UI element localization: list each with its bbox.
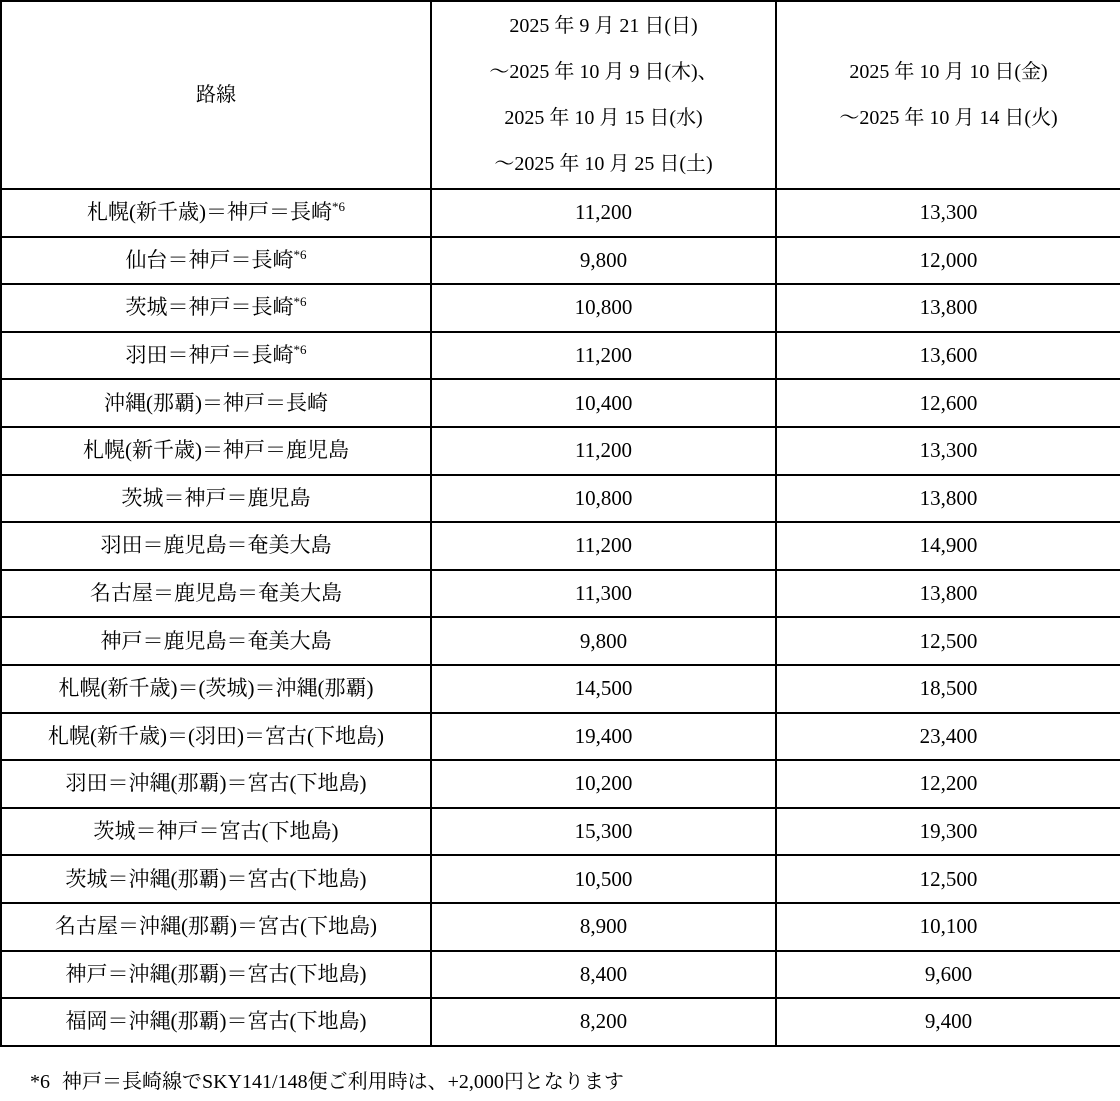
route-cell bbox=[1, 760, 431, 808]
period2-column-header bbox=[776, 1, 1120, 189]
route-name: 茨城＝沖縄(那覇)＝宮古(下地島) bbox=[65, 866, 367, 891]
fare-cell-period2: 13,800 bbox=[776, 475, 1120, 523]
fare-cell-period1: 10,800 bbox=[431, 284, 776, 332]
fare-cell-period2: 13,800 bbox=[776, 284, 1120, 332]
route-name: 羽田＝鹿児島＝奄美大島 bbox=[100, 533, 332, 558]
route-name: 札幌(新千歳)＝神戸＝長崎 bbox=[87, 200, 332, 225]
route-note: *6 bbox=[332, 199, 345, 215]
period2-date-line: 2025 年 10 月 10 日(金) bbox=[849, 61, 1048, 83]
fare-cell-period2: 10,100 bbox=[776, 903, 1120, 951]
fare-cell-period2: 13,600 bbox=[776, 332, 1120, 380]
table-row bbox=[1, 379, 1120, 427]
table-row bbox=[1, 237, 1120, 285]
fare-cell-period1: 8,400 bbox=[431, 951, 776, 999]
fare-cell-period1: 8,900 bbox=[431, 903, 776, 951]
table-row bbox=[1, 665, 1120, 713]
period1-column-header bbox=[431, 1, 776, 189]
footnote-marker: *6 bbox=[30, 1070, 50, 1093]
fare-cell-period2: 12,600 bbox=[776, 379, 1120, 427]
route-cell bbox=[1, 665, 431, 713]
fare-cell-period1: 19,400 bbox=[431, 713, 776, 761]
route-cell bbox=[1, 951, 431, 999]
route-name: 名古屋＝鹿児島＝奄美大島 bbox=[90, 581, 342, 606]
fare-cell-period1: 11,200 bbox=[431, 189, 776, 237]
period1-date-line: ～2025 年 10 月 9 日(木)、 bbox=[489, 61, 718, 83]
route-cell bbox=[1, 522, 431, 570]
route-name: 茨城＝神戸＝宮古(下地島) bbox=[93, 819, 339, 844]
footnote-text: 神戸＝長崎線でSKY141/148便ご利用時は、+2,000円となります bbox=[62, 1070, 624, 1093]
route-name: 羽田＝神戸＝長崎 bbox=[125, 343, 294, 368]
fare-cell-period1: 9,800 bbox=[431, 617, 776, 665]
fare-cell-period1: 10,200 bbox=[431, 760, 776, 808]
route-cell bbox=[1, 427, 431, 475]
table-row bbox=[1, 760, 1120, 808]
period1-date-line: ～2025 年 10 月 25 日(土) bbox=[494, 153, 713, 175]
table-row bbox=[1, 284, 1120, 332]
fare-cell-period2: 13,800 bbox=[776, 570, 1120, 618]
route-column-label: 路線 bbox=[196, 84, 236, 106]
route-note: *6 bbox=[293, 342, 307, 358]
fare-cell-period1: 11,200 bbox=[431, 522, 776, 570]
table-row bbox=[1, 475, 1120, 523]
route-name: 札幌(新千歳)＝(羽田)＝宮古(下地島) bbox=[48, 723, 384, 748]
route-cell bbox=[1, 855, 431, 903]
fare-cell-period2: 12,200 bbox=[776, 760, 1120, 808]
period1-date-line: 2025 年 9 月 21 日(日) bbox=[509, 15, 698, 37]
fare-cell-period2: 9,600 bbox=[776, 951, 1120, 999]
table-row bbox=[1, 617, 1120, 665]
fare-cell-period2: 12,000 bbox=[776, 237, 1120, 285]
table-row bbox=[1, 332, 1120, 380]
fare-cell-period2: 12,500 bbox=[776, 855, 1120, 903]
route-note: *6 bbox=[293, 294, 307, 310]
route-cell bbox=[1, 189, 431, 237]
fare-cell-period1: 14,500 bbox=[431, 665, 776, 713]
table-row bbox=[1, 951, 1120, 999]
footnote bbox=[30, 1069, 1120, 1095]
fare-cell-period2: 9,400 bbox=[776, 998, 1120, 1046]
route-column-header bbox=[1, 1, 431, 189]
fare-cell-period2: 14,900 bbox=[776, 522, 1120, 570]
route-cell bbox=[1, 475, 431, 523]
route-name: 名古屋＝沖縄(那覇)＝宮古(下地島) bbox=[55, 914, 377, 939]
fare-cell-period2: 23,400 bbox=[776, 713, 1120, 761]
route-cell bbox=[1, 808, 431, 856]
route-name: 神戸＝沖縄(那覇)＝宮古(下地島) bbox=[65, 961, 367, 986]
fare-cell-period1: 15,300 bbox=[431, 808, 776, 856]
fare-cell-period1: 10,400 bbox=[431, 379, 776, 427]
route-note: *6 bbox=[293, 246, 307, 262]
route-name: 札幌(新千歳)＝(茨城)＝沖縄(那覇) bbox=[58, 676, 374, 701]
route-cell bbox=[1, 617, 431, 665]
route-cell bbox=[1, 903, 431, 951]
table-row bbox=[1, 855, 1120, 903]
table-row bbox=[1, 427, 1120, 475]
route-name: 羽田＝沖縄(那覇)＝宮古(下地島) bbox=[65, 771, 367, 796]
fare-cell-period1: 10,800 bbox=[431, 475, 776, 523]
table-row bbox=[1, 570, 1120, 618]
period1-date-line: 2025 年 10 月 15 日(水) bbox=[504, 107, 703, 129]
route-name: 札幌(新千歳)＝神戸＝鹿児島 bbox=[83, 438, 349, 463]
table-row bbox=[1, 998, 1120, 1046]
fare-cell-period1: 11,200 bbox=[431, 332, 776, 380]
fare-table-body bbox=[1, 189, 1120, 1046]
fare-cell-period2: 19,300 bbox=[776, 808, 1120, 856]
route-cell bbox=[1, 237, 431, 285]
route-name: 福岡＝沖縄(那覇)＝宮古(下地島) bbox=[65, 1009, 367, 1034]
table-row bbox=[1, 522, 1120, 570]
route-name: 茨城＝神戸＝長崎 bbox=[125, 295, 294, 320]
route-name: 沖縄(那覇)＝神戸＝長崎 bbox=[104, 390, 328, 415]
fare-cell-period1: 11,200 bbox=[431, 427, 776, 475]
table-row bbox=[1, 903, 1120, 951]
route-name: 茨城＝神戸＝鹿児島 bbox=[121, 485, 311, 510]
fare-cell-period1: 8,200 bbox=[431, 998, 776, 1046]
fare-cell-period1: 10,500 bbox=[431, 855, 776, 903]
fare-table-header bbox=[1, 1, 1120, 189]
route-cell bbox=[1, 332, 431, 380]
fare-cell-period2: 13,300 bbox=[776, 427, 1120, 475]
fare-cell-period1: 9,800 bbox=[431, 237, 776, 285]
route-cell bbox=[1, 570, 431, 618]
route-cell bbox=[1, 379, 431, 427]
period2-date-line: ～2025 年 10 月 14 日(火) bbox=[839, 107, 1058, 129]
route-name: 仙台＝神戸＝長崎 bbox=[125, 247, 294, 272]
table-row bbox=[1, 808, 1120, 856]
header-row bbox=[1, 1, 1120, 189]
fare-cell-period2: 12,500 bbox=[776, 617, 1120, 665]
route-name: 神戸＝鹿児島＝奄美大島 bbox=[100, 628, 332, 653]
fare-cell-period1: 11,300 bbox=[431, 570, 776, 618]
route-cell bbox=[1, 998, 431, 1046]
table-row bbox=[1, 189, 1120, 237]
fare-cell-period2: 13,300 bbox=[776, 189, 1120, 237]
table-row bbox=[1, 713, 1120, 761]
route-cell bbox=[1, 284, 431, 332]
route-cell bbox=[1, 713, 431, 761]
fare-cell-period2: 18,500 bbox=[776, 665, 1120, 713]
